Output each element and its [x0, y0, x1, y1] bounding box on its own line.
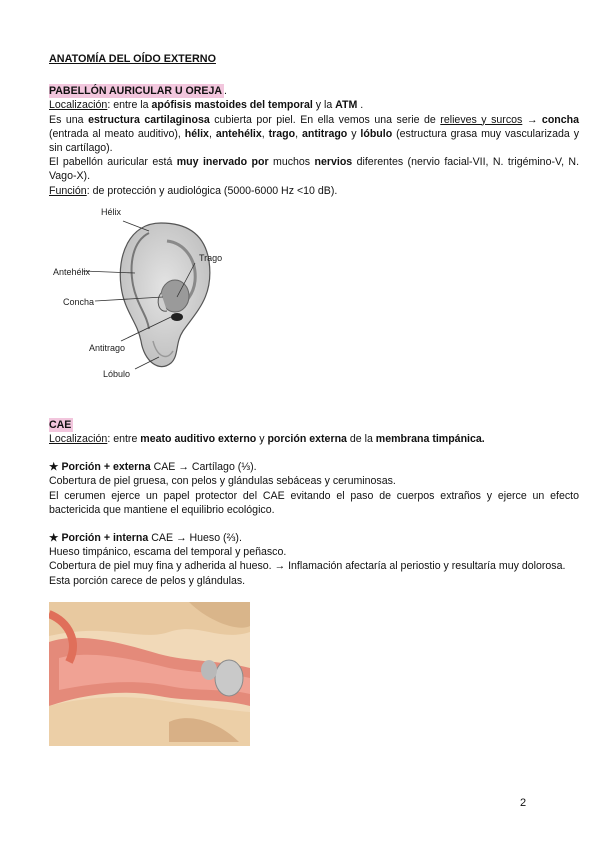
text: : entre la — [107, 99, 152, 112]
ear-canal-image — [49, 602, 250, 746]
text: y — [347, 127, 361, 140]
bold-text: antehélix — [215, 127, 262, 140]
ear-canal-illustration — [49, 602, 250, 746]
bold-text: nervios — [314, 156, 353, 169]
text: → — [522, 113, 542, 126]
text: (entrada al meato auditivo), — [49, 127, 185, 140]
label-lobulo: Lóbulo — [103, 368, 131, 379]
cae-interna-p1: Hueso timpánico, escama del temporal y peñasco. — [49, 546, 287, 559]
page-number: 2 — [520, 797, 527, 809]
bold-text: ★ Porción + externa — [49, 461, 151, 474]
text: : entre — [107, 433, 141, 446]
bold-text: meato auditivo externo — [140, 433, 257, 446]
cae-interna-heading — [49, 531, 579, 545]
cae-externa-p1: Cobertura de piel gruesa, con pelos y glándulas sebáceas y ceruminosas. — [49, 475, 396, 488]
text: de la — [346, 433, 376, 446]
section-cae — [49, 416, 579, 746]
pabellon-localizacion — [49, 98, 579, 112]
bold-text: concha — [541, 113, 580, 126]
text: . — [357, 99, 364, 112]
heading-period: . — [224, 85, 227, 98]
text: y — [256, 433, 268, 446]
cae-externa-heading — [49, 460, 579, 474]
document-page — [49, 52, 579, 746]
cae-interna-p3: Esta porción carece de pelos y glándulas. — [49, 574, 246, 587]
bold-text: muy inervado por — [176, 156, 269, 169]
bold-text: antitrago — [301, 127, 348, 140]
bold-text: trago — [268, 127, 296, 140]
text: Es una — [49, 113, 89, 126]
label-antehelix: Antehélix — [53, 266, 91, 277]
text: muchos — [268, 156, 315, 169]
text: (estructura grasa muy vascularizada y sin cartílago). — [49, 127, 579, 155]
ear-diagram — [49, 201, 279, 386]
section-heading-pabellon: PABELLÓN AURICULAR U OREJA — [49, 85, 223, 98]
text: El pabellón auricular está — [49, 156, 177, 169]
func-label: Función — [49, 184, 87, 197]
pabellon-funcion — [49, 184, 579, 198]
bold-text: lóbulo — [360, 127, 393, 140]
text: : de protección y audiológica (5000-6000 Hz <10 dB). — [86, 184, 338, 197]
bold-text: hélix — [184, 127, 209, 140]
ear-illustration — [49, 201, 279, 386]
bold-text: ATM — [335, 99, 358, 112]
underlined-text: relieves y surcos — [440, 113, 523, 126]
text: diferentes (nervio facial-VII, N. trigémino-V, N. Vago-X). — [49, 156, 580, 183]
label-trago: Trago — [199, 252, 223, 263]
bold-text: porción externa — [267, 433, 347, 446]
label-antitrago: Antitrago — [89, 342, 126, 353]
bold-text: estructura cartilaginosa — [88, 113, 210, 126]
bold-text: ★ Porción + interna — [49, 532, 149, 545]
cae-externa-p2: El cerumen ejerce un papel protector del CAE evitando el paso de cuerpos extraños y ejerce un efecto bactericida que mantiene el equilibrio ecológico. — [49, 489, 579, 516]
page-title: ANATOMÍA DEL OÍDO EXTERNO — [49, 53, 216, 65]
cae-localizacion — [49, 432, 579, 446]
loc-label: Localización — [49, 433, 108, 446]
text: CAE → Cartílago (⅓). — [150, 461, 257, 474]
text: , — [261, 127, 269, 140]
cae-interna-p2: Cobertura de piel muy fina y adherida al hueso. → Inflamación afectaría al periostio y resultaría muy dolorosa. — [49, 560, 566, 573]
section-heading-cae: CAE — [49, 418, 72, 431]
text: , — [208, 127, 216, 140]
pabellon-inervacion — [49, 155, 579, 183]
text: , — [295, 127, 302, 140]
bold-text: membrana timpánica. — [375, 433, 485, 446]
loc-label: Localización — [49, 99, 108, 112]
label-helix: Hélix — [101, 206, 122, 217]
text: y la — [312, 99, 336, 112]
section-pabellon — [49, 82, 579, 386]
label-concha: Concha — [63, 296, 95, 307]
bold-text: apófisis mastoides del temporal — [151, 99, 313, 112]
pabellon-description — [49, 113, 579, 156]
text: cubierta por piel. En ella vemos una serie de — [209, 113, 441, 126]
text: CAE → Hueso (⅔). — [148, 532, 242, 545]
